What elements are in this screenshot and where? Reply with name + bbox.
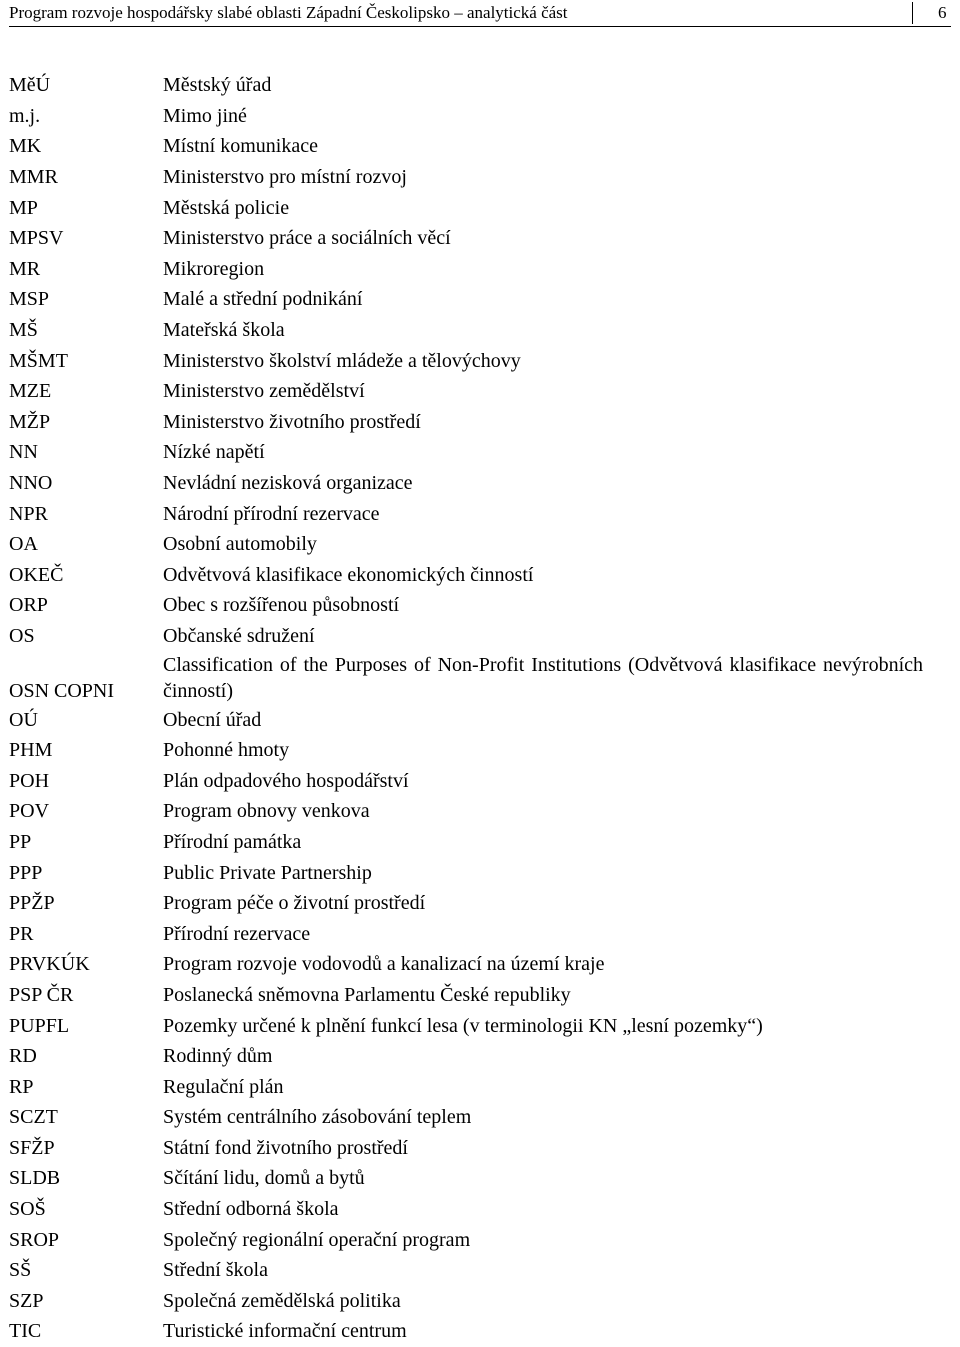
abbreviation-row bbox=[0, 131, 960, 162]
abbreviation-term: MK bbox=[9, 135, 42, 158]
abbreviation-meaning: Systém centrálního zásobování teplem bbox=[163, 1106, 472, 1129]
abbreviation-term: OS bbox=[9, 624, 35, 647]
abbreviation-meaning: Rodinný dům bbox=[163, 1045, 273, 1068]
abbreviation-row bbox=[0, 284, 960, 315]
abbreviation-meaning: Turistické informační centrum bbox=[163, 1320, 407, 1343]
abbreviation-meaning: Přírodní památka bbox=[163, 830, 302, 853]
abbreviation-meaning: Střední odborná škola bbox=[163, 1198, 339, 1221]
abbreviation-meaning: Místní komunikace bbox=[163, 135, 318, 158]
abbreviation-row bbox=[0, 376, 960, 407]
abbreviation-term: NNO bbox=[9, 472, 53, 495]
abbreviation-term: SCZT bbox=[9, 1106, 58, 1129]
abbreviation-row bbox=[0, 1255, 960, 1286]
abbreviation-meaning: Malé a střední podnikání bbox=[163, 288, 363, 311]
abbreviation-row bbox=[0, 1286, 960, 1317]
abbreviation-term: NN bbox=[9, 441, 38, 464]
abbreviation-row bbox=[0, 1224, 960, 1255]
abbreviation-term: MěÚ bbox=[9, 74, 51, 97]
abbreviation-meaning: Obec s rozšířenou působností bbox=[163, 594, 400, 617]
abbreviation-term: MŠ bbox=[9, 319, 38, 342]
abbreviation-term: SOŠ bbox=[9, 1198, 46, 1221]
abbreviation-meaning: Ministerstvo pro místní rozvoj bbox=[163, 166, 407, 189]
abbreviation-row bbox=[0, 223, 960, 254]
abbreviation-meaning: Program rozvoje vodovodů a kanalizací na území kraje bbox=[163, 953, 605, 976]
abbreviation-row bbox=[0, 1194, 960, 1225]
header-rule bbox=[9, 26, 951, 27]
abbreviation-row bbox=[0, 70, 960, 101]
abbreviation-meaning: Mikroregion bbox=[163, 257, 265, 280]
abbreviation-term: PPP bbox=[9, 861, 43, 884]
abbreviation-meaning: Mimo jiné bbox=[163, 104, 247, 127]
abbreviation-term: OA bbox=[9, 533, 38, 556]
abbreviation-term: MŠMT bbox=[9, 349, 68, 372]
abbreviation-meaning: Plán odpadového hospodářství bbox=[163, 769, 409, 792]
abbreviation-term: NPR bbox=[9, 502, 48, 525]
abbreviation-term: TIC bbox=[9, 1320, 42, 1343]
abbreviation-meaning: Pozemky určené k plnění funkcí lesa (v terminologii KN „lesní pozemky“) bbox=[163, 1014, 763, 1037]
abbreviation-term: MZE bbox=[9, 380, 52, 403]
abbreviation-row bbox=[0, 857, 960, 888]
abbreviation-meaning: Odvětvová klasifikace ekonomických činností bbox=[163, 563, 534, 586]
abbreviation-meaning: Státní fond životního prostředí bbox=[163, 1136, 408, 1159]
abbreviation-term: RP bbox=[9, 1075, 34, 1098]
abbreviation-meaning: Obecní úřad bbox=[163, 708, 262, 731]
abbreviation-meaning: Společná zemědělská politika bbox=[163, 1289, 401, 1312]
abbreviation-row bbox=[0, 918, 960, 949]
abbreviation-row bbox=[0, 590, 960, 621]
abbreviation-meaning: Občanské sdružení bbox=[163, 624, 315, 647]
abbreviation-meaning: Přírodní rezervace bbox=[163, 922, 311, 945]
abbreviation-meaning: Společný regionální operační program bbox=[163, 1228, 471, 1251]
abbreviation-term: PRVKÚK bbox=[9, 953, 90, 976]
abbreviation-term: PSP ČR bbox=[9, 983, 74, 1006]
abbreviation-meaning: Regulační plán bbox=[163, 1075, 284, 1098]
abbreviation-meaning: Pohonné hmoty bbox=[163, 739, 290, 762]
abbreviation-row bbox=[0, 162, 960, 193]
abbreviation-term: MSP bbox=[9, 288, 50, 311]
abbreviation-meaning: Nízké napětí bbox=[163, 441, 265, 464]
abbreviation-row bbox=[0, 529, 960, 560]
abbreviation-meaning: Ministerstvo životního prostředí bbox=[163, 410, 421, 433]
abbreviation-term: PHM bbox=[9, 739, 53, 762]
abbreviation-row bbox=[0, 468, 960, 499]
page-header bbox=[0, 0, 960, 26]
abbreviation-row bbox=[0, 498, 960, 529]
abbreviation-term: OSN COPNI bbox=[9, 680, 115, 703]
abbreviation-row bbox=[0, 1071, 960, 1102]
abbreviation-meaning: Public Private Partnership bbox=[163, 861, 372, 884]
page-number: 6 bbox=[938, 3, 947, 22]
abbreviation-term: SROP bbox=[9, 1228, 60, 1251]
abbreviation-term: ORP bbox=[9, 594, 48, 617]
abbreviation-row bbox=[0, 704, 960, 735]
abbreviation-term: m.j. bbox=[9, 104, 41, 127]
abbreviation-term: MŽP bbox=[9, 410, 51, 433]
abbreviation-row bbox=[0, 765, 960, 796]
abbreviation-row bbox=[0, 1316, 960, 1347]
abbreviation-row bbox=[0, 1102, 960, 1133]
abbreviation-meaning: Národní přírodní rezervace bbox=[163, 502, 380, 525]
abbreviation-term: OKEČ bbox=[9, 563, 64, 586]
abbreviation-meaning: Program péče o životní prostředí bbox=[163, 892, 426, 915]
abbreviation-meaning: Ministerstvo školství mládeže a tělovýchovy bbox=[163, 349, 521, 372]
abbreviation-term: SLDB bbox=[9, 1167, 61, 1190]
header-separator bbox=[912, 2, 913, 24]
abbreviation-row bbox=[0, 827, 960, 858]
abbreviation-meaning: Osobní automobily bbox=[163, 533, 317, 556]
abbreviation-term: PP bbox=[9, 830, 32, 853]
abbreviation-meaning: Sčítání lidu, domů a bytů bbox=[163, 1167, 365, 1190]
abbreviation-row bbox=[0, 651, 960, 704]
abbreviation-term: PUPFL bbox=[9, 1014, 70, 1037]
abbreviation-meaning: Classification of the Purposes of Non-Profit Institutions (Odvětvová klasifikace nevýrobních činností) bbox=[163, 653, 923, 702]
abbreviation-row bbox=[0, 254, 960, 285]
abbreviation-row bbox=[0, 888, 960, 919]
abbreviation-row bbox=[0, 621, 960, 652]
abbreviation-row bbox=[0, 796, 960, 827]
abbreviation-row bbox=[0, 560, 960, 591]
abbreviation-row bbox=[0, 949, 960, 980]
abbreviation-row bbox=[0, 192, 960, 223]
abbreviation-row bbox=[0, 437, 960, 468]
abbreviation-meaning: Ministerstvo zemědělství bbox=[163, 380, 365, 403]
abbreviation-row bbox=[0, 980, 960, 1011]
abbreviation-term: SZP bbox=[9, 1289, 44, 1312]
abbreviation-row bbox=[0, 735, 960, 766]
abbreviation-row bbox=[0, 1163, 960, 1194]
abbreviation-term: MPSV bbox=[9, 227, 64, 250]
abbreviation-term: RD bbox=[9, 1045, 37, 1068]
abbreviation-meaning: Střední škola bbox=[163, 1259, 268, 1282]
abbreviation-meaning: Nevládní nezisková organizace bbox=[163, 472, 413, 495]
abbreviation-meaning: Poslanecká sněmovna Parlamentu České republiky bbox=[163, 983, 571, 1006]
abbreviation-term: POV bbox=[9, 800, 50, 823]
abbreviation-term: SFŽP bbox=[9, 1136, 55, 1159]
abbreviation-term: PR bbox=[9, 922, 34, 945]
abbreviation-row bbox=[0, 1010, 960, 1041]
abbreviation-meaning: Městský úřad bbox=[163, 74, 272, 97]
abbreviation-row bbox=[0, 345, 960, 376]
abbreviation-term: POH bbox=[9, 769, 50, 792]
abbreviation-term: MP bbox=[9, 196, 38, 219]
abbreviation-term: MMR bbox=[9, 166, 58, 189]
abbreviation-row bbox=[0, 101, 960, 132]
abbreviation-term: OÚ bbox=[9, 708, 38, 731]
abbreviation-row bbox=[0, 315, 960, 346]
abbreviation-term: SŠ bbox=[9, 1259, 32, 1282]
document-title: Program rozvoje hospodářsky slabé oblasti Západní Českolipsko – analytická část bbox=[9, 3, 568, 22]
abbreviation-meaning: Mateřská škola bbox=[163, 319, 285, 342]
abbreviation-row bbox=[0, 1133, 960, 1164]
abbreviation-term: PPŽP bbox=[9, 892, 55, 915]
abbreviation-meaning: Program obnovy venkova bbox=[163, 800, 370, 823]
abbreviation-list bbox=[0, 70, 960, 1347]
abbreviation-meaning: Městská policie bbox=[163, 196, 290, 219]
abbreviation-row bbox=[0, 407, 960, 438]
abbreviation-meaning: Ministerstvo práce a sociálních věcí bbox=[163, 227, 451, 250]
abbreviation-row bbox=[0, 1041, 960, 1072]
abbreviation-term: MR bbox=[9, 257, 41, 280]
